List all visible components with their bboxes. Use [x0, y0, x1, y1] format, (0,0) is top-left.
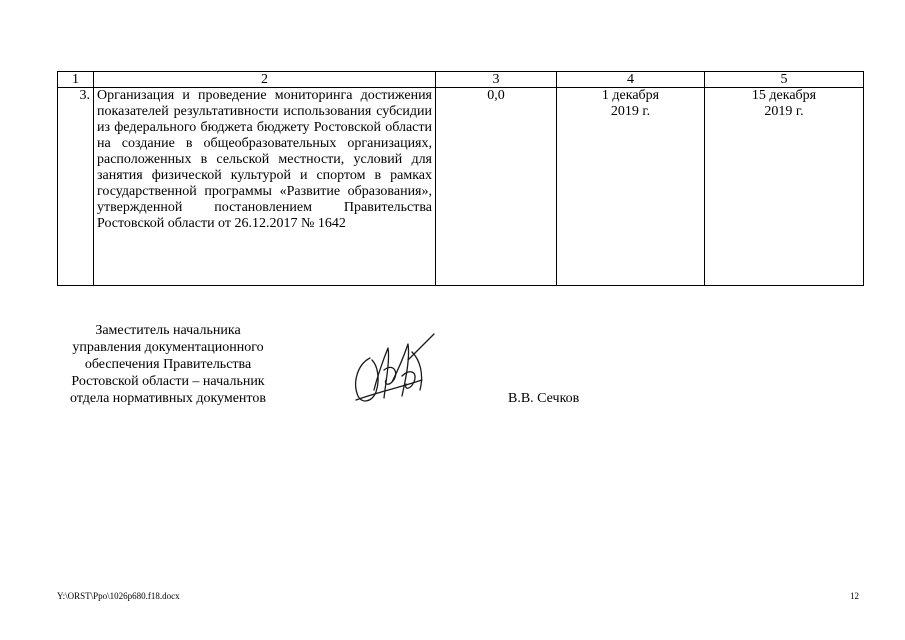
page-number: 12 — [850, 591, 859, 601]
header-cell-5: 5 — [705, 72, 864, 88]
row-start-date: 1 декабря 2019 г. — [557, 88, 705, 286]
position-line: Ростовской области – начальник — [71, 374, 265, 389]
header-cell-4: 4 — [557, 72, 705, 88]
header-cell-3: 3 — [436, 72, 557, 88]
header-cell-2: 2 — [94, 72, 436, 88]
row-number: 3. — [58, 88, 94, 286]
footer-file-path: Y:\ORST\Ppo\1026p680.f18.docx — [57, 591, 180, 601]
row-end-date: 15 декабря 2019 г. — [705, 88, 864, 286]
position-line: обеспечения Правительства — [84, 357, 252, 372]
header-cell-1: 1 — [58, 72, 94, 88]
position-line: Заместитель начальника — [95, 323, 241, 338]
signer-name: В.В. Сечков — [508, 391, 580, 406]
position-line: управления документационного — [72, 340, 264, 355]
table-header-row — [58, 72, 864, 88]
handwritten-signature — [348, 330, 438, 410]
position-line: отдела нормативных документов — [70, 391, 266, 406]
row-value: 0,0 — [436, 88, 557, 286]
schedule-table — [57, 71, 864, 286]
row-description: Организация и проведение мониторинга достижения показателей результативности использования субсидии из федерального бюджета бюджету Ростовской области на создание в общеобразовательных организациях, расположенных в сельской местности, условий для занятия физической культурой и спортом в рамках государственной программы «Развитие образования», утвержденной постановлением Правительства Ростовской области от 26.12.2017 № 1642 — [94, 88, 436, 286]
table-row — [58, 88, 864, 286]
signer-position — [54, 322, 282, 407]
